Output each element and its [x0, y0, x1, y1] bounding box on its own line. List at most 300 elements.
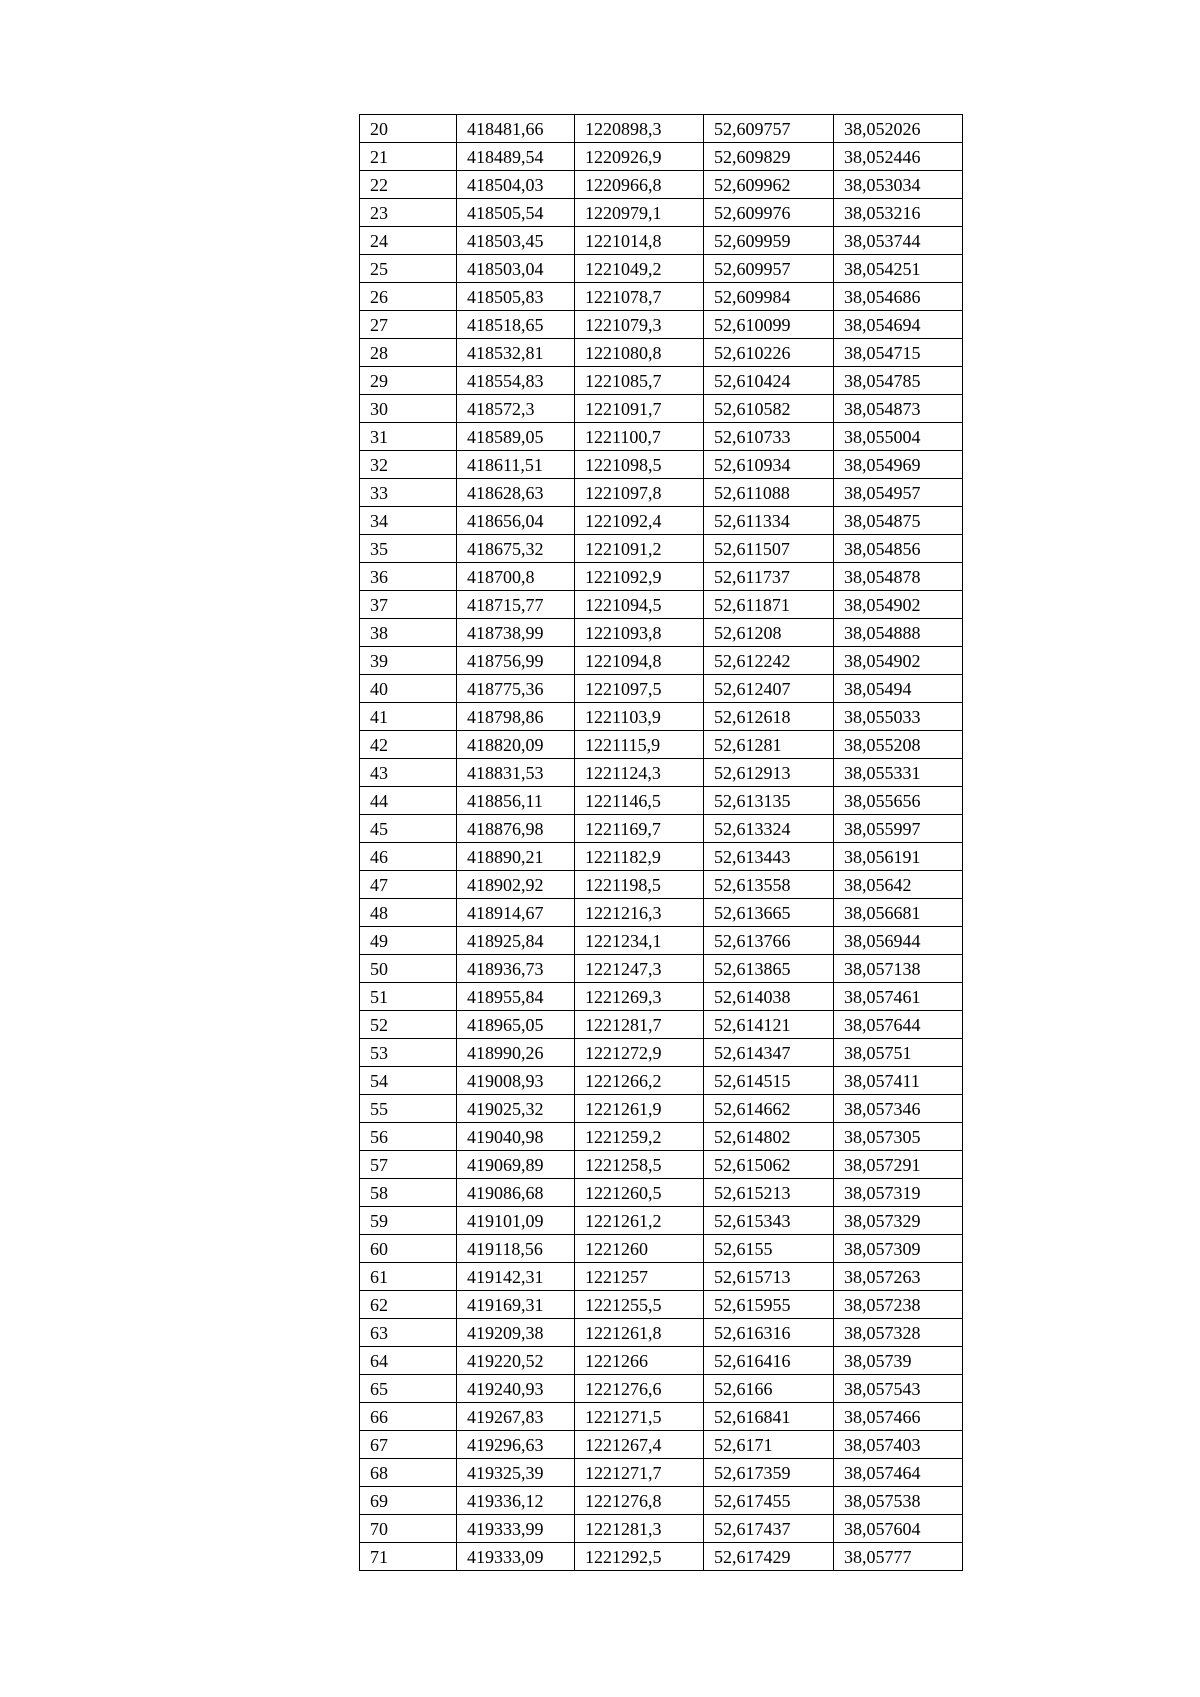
latitude-cell: 52,612242	[704, 647, 834, 675]
coordinates-table-body	[360, 115, 963, 1571]
table-row	[360, 1431, 963, 1459]
x-coordinate-cell: 418656,04	[457, 507, 575, 535]
point-number-cell: 35	[360, 535, 457, 563]
y-coordinate-cell: 1221260	[575, 1235, 704, 1263]
x-coordinate-cell: 418990,26	[457, 1039, 575, 1067]
longitude-cell: 38,054902	[834, 591, 963, 619]
point-number-cell: 64	[360, 1347, 457, 1375]
longitude-cell: 38,054251	[834, 255, 963, 283]
table-row	[360, 1515, 963, 1543]
y-coordinate-cell: 1221276,6	[575, 1375, 704, 1403]
y-coordinate-cell: 1221261,8	[575, 1319, 704, 1347]
x-coordinate-cell: 418798,86	[457, 703, 575, 731]
y-coordinate-cell: 1221091,2	[575, 535, 704, 563]
latitude-cell: 52,611334	[704, 507, 834, 535]
table-row	[360, 1067, 963, 1095]
table-row	[360, 451, 963, 479]
y-coordinate-cell: 1221257	[575, 1263, 704, 1291]
table-row	[360, 143, 963, 171]
longitude-cell: 38,056191	[834, 843, 963, 871]
x-coordinate-cell: 419008,93	[457, 1067, 575, 1095]
table-row	[360, 1319, 963, 1347]
table-row	[360, 955, 963, 983]
longitude-cell: 38,057238	[834, 1291, 963, 1319]
table-row	[360, 227, 963, 255]
y-coordinate-cell: 1221169,7	[575, 815, 704, 843]
latitude-cell: 52,611088	[704, 479, 834, 507]
point-number-cell: 26	[360, 283, 457, 311]
x-coordinate-cell: 418481,66	[457, 115, 575, 143]
longitude-cell: 38,054873	[834, 395, 963, 423]
latitude-cell: 52,609976	[704, 199, 834, 227]
y-coordinate-cell: 1221281,3	[575, 1515, 704, 1543]
longitude-cell: 38,055331	[834, 759, 963, 787]
table-row	[360, 255, 963, 283]
x-coordinate-cell: 418856,11	[457, 787, 575, 815]
latitude-cell: 52,609829	[704, 143, 834, 171]
point-number-cell: 63	[360, 1319, 457, 1347]
table-row	[360, 507, 963, 535]
y-coordinate-cell: 1220898,3	[575, 115, 704, 143]
point-number-cell: 61	[360, 1263, 457, 1291]
table-row	[360, 899, 963, 927]
table-row	[360, 1403, 963, 1431]
latitude-cell: 52,610934	[704, 451, 834, 479]
point-number-cell: 70	[360, 1515, 457, 1543]
latitude-cell: 52,616841	[704, 1403, 834, 1431]
y-coordinate-cell: 1221115,9	[575, 731, 704, 759]
point-number-cell: 27	[360, 311, 457, 339]
x-coordinate-cell: 418738,99	[457, 619, 575, 647]
longitude-cell: 38,055656	[834, 787, 963, 815]
longitude-cell: 38,057466	[834, 1403, 963, 1431]
x-coordinate-cell: 418554,83	[457, 367, 575, 395]
point-number-cell: 69	[360, 1487, 457, 1515]
x-coordinate-cell: 419169,31	[457, 1291, 575, 1319]
point-number-cell: 57	[360, 1151, 457, 1179]
latitude-cell: 52,615213	[704, 1179, 834, 1207]
point-number-cell: 43	[360, 759, 457, 787]
table-row	[360, 1375, 963, 1403]
y-coordinate-cell: 1221259,2	[575, 1123, 704, 1151]
y-coordinate-cell: 1221247,3	[575, 955, 704, 983]
latitude-cell: 52,61208	[704, 619, 834, 647]
x-coordinate-cell: 418831,53	[457, 759, 575, 787]
table-row	[360, 395, 963, 423]
x-coordinate-cell: 419086,68	[457, 1179, 575, 1207]
longitude-cell: 38,057411	[834, 1067, 963, 1095]
latitude-cell: 52,616316	[704, 1319, 834, 1347]
point-number-cell: 47	[360, 871, 457, 899]
table-row	[360, 1011, 963, 1039]
point-number-cell: 55	[360, 1095, 457, 1123]
latitude-cell: 52,613443	[704, 843, 834, 871]
latitude-cell: 52,615343	[704, 1207, 834, 1235]
latitude-cell: 52,611871	[704, 591, 834, 619]
table-row	[360, 535, 963, 563]
point-number-cell: 66	[360, 1403, 457, 1431]
table-row	[360, 283, 963, 311]
latitude-cell: 52,610424	[704, 367, 834, 395]
longitude-cell: 38,057644	[834, 1011, 963, 1039]
x-coordinate-cell: 418936,73	[457, 955, 575, 983]
table-row	[360, 619, 963, 647]
longitude-cell: 38,057329	[834, 1207, 963, 1235]
point-number-cell: 48	[360, 899, 457, 927]
longitude-cell: 38,05642	[834, 871, 963, 899]
point-number-cell: 20	[360, 115, 457, 143]
y-coordinate-cell: 1221182,9	[575, 843, 704, 871]
longitude-cell: 38,055033	[834, 703, 963, 731]
y-coordinate-cell: 1221255,5	[575, 1291, 704, 1319]
longitude-cell: 38,057138	[834, 955, 963, 983]
point-number-cell: 29	[360, 367, 457, 395]
longitude-cell: 38,054878	[834, 563, 963, 591]
point-number-cell: 30	[360, 395, 457, 423]
y-coordinate-cell: 1221281,7	[575, 1011, 704, 1039]
x-coordinate-cell: 419025,32	[457, 1095, 575, 1123]
y-coordinate-cell: 1221091,7	[575, 395, 704, 423]
point-number-cell: 56	[360, 1123, 457, 1151]
latitude-cell: 52,614347	[704, 1039, 834, 1067]
point-number-cell: 51	[360, 983, 457, 1011]
latitude-cell: 52,610733	[704, 423, 834, 451]
table-row	[360, 171, 963, 199]
table-row	[360, 759, 963, 787]
latitude-cell: 52,611737	[704, 563, 834, 591]
point-number-cell: 23	[360, 199, 457, 227]
y-coordinate-cell: 1221097,5	[575, 675, 704, 703]
latitude-cell: 52,6171	[704, 1431, 834, 1459]
table-row	[360, 1207, 963, 1235]
longitude-cell: 38,054785	[834, 367, 963, 395]
point-number-cell: 68	[360, 1459, 457, 1487]
latitude-cell: 52,613665	[704, 899, 834, 927]
longitude-cell: 38,054715	[834, 339, 963, 367]
table-row	[360, 1487, 963, 1515]
longitude-cell: 38,056944	[834, 927, 963, 955]
point-number-cell: 33	[360, 479, 457, 507]
point-number-cell: 22	[360, 171, 457, 199]
point-number-cell: 53	[360, 1039, 457, 1067]
point-number-cell: 71	[360, 1543, 457, 1571]
longitude-cell: 38,057403	[834, 1431, 963, 1459]
point-number-cell: 34	[360, 507, 457, 535]
x-coordinate-cell: 418503,45	[457, 227, 575, 255]
table-row	[360, 1039, 963, 1067]
table-row	[360, 591, 963, 619]
longitude-cell: 38,054957	[834, 479, 963, 507]
y-coordinate-cell: 1221093,8	[575, 619, 704, 647]
longitude-cell: 38,054856	[834, 535, 963, 563]
latitude-cell: 52,609984	[704, 283, 834, 311]
y-coordinate-cell: 1221103,9	[575, 703, 704, 731]
point-number-cell: 50	[360, 955, 457, 983]
table-row	[360, 843, 963, 871]
longitude-cell: 38,057461	[834, 983, 963, 1011]
longitude-cell: 38,053034	[834, 171, 963, 199]
table-row	[360, 311, 963, 339]
x-coordinate-cell: 419118,56	[457, 1235, 575, 1263]
latitude-cell: 52,613324	[704, 815, 834, 843]
point-number-cell: 41	[360, 703, 457, 731]
latitude-cell: 52,614121	[704, 1011, 834, 1039]
longitude-cell: 38,05739	[834, 1347, 963, 1375]
table-row	[360, 703, 963, 731]
point-number-cell: 58	[360, 1179, 457, 1207]
latitude-cell: 52,61281	[704, 731, 834, 759]
point-number-cell: 37	[360, 591, 457, 619]
x-coordinate-cell: 419040,98	[457, 1123, 575, 1151]
y-coordinate-cell: 1221216,3	[575, 899, 704, 927]
x-coordinate-cell: 418876,98	[457, 815, 575, 843]
coordinates-table	[359, 114, 963, 1571]
latitude-cell: 52,609962	[704, 171, 834, 199]
latitude-cell: 52,615955	[704, 1291, 834, 1319]
table-row	[360, 423, 963, 451]
point-number-cell: 42	[360, 731, 457, 759]
y-coordinate-cell: 1221267,4	[575, 1431, 704, 1459]
point-number-cell: 67	[360, 1431, 457, 1459]
x-coordinate-cell: 419240,93	[457, 1375, 575, 1403]
latitude-cell: 52,614515	[704, 1067, 834, 1095]
table-row	[360, 787, 963, 815]
table-row	[360, 1347, 963, 1375]
longitude-cell: 38,057309	[834, 1235, 963, 1263]
y-coordinate-cell: 1220926,9	[575, 143, 704, 171]
y-coordinate-cell: 1221269,3	[575, 983, 704, 1011]
latitude-cell: 52,617359	[704, 1459, 834, 1487]
latitude-cell: 52,612618	[704, 703, 834, 731]
x-coordinate-cell: 418611,51	[457, 451, 575, 479]
point-number-cell: 28	[360, 339, 457, 367]
y-coordinate-cell: 1221234,1	[575, 927, 704, 955]
x-coordinate-cell: 418756,99	[457, 647, 575, 675]
longitude-cell: 38,05751	[834, 1039, 963, 1067]
table-row	[360, 1151, 963, 1179]
longitude-cell: 38,057543	[834, 1375, 963, 1403]
y-coordinate-cell: 1221266	[575, 1347, 704, 1375]
y-coordinate-cell: 1221085,7	[575, 367, 704, 395]
latitude-cell: 52,614802	[704, 1123, 834, 1151]
x-coordinate-cell: 419142,31	[457, 1263, 575, 1291]
longitude-cell: 38,057319	[834, 1179, 963, 1207]
longitude-cell: 38,057464	[834, 1459, 963, 1487]
x-coordinate-cell: 419333,99	[457, 1515, 575, 1543]
x-coordinate-cell: 418890,21	[457, 843, 575, 871]
point-number-cell: 52	[360, 1011, 457, 1039]
table-row	[360, 815, 963, 843]
table-row	[360, 367, 963, 395]
latitude-cell: 52,617429	[704, 1543, 834, 1571]
y-coordinate-cell: 1221078,7	[575, 283, 704, 311]
latitude-cell: 52,615062	[704, 1151, 834, 1179]
point-number-cell: 49	[360, 927, 457, 955]
point-number-cell: 60	[360, 1235, 457, 1263]
point-number-cell: 25	[360, 255, 457, 283]
x-coordinate-cell: 419220,52	[457, 1347, 575, 1375]
longitude-cell: 38,05494	[834, 675, 963, 703]
table-row	[360, 1179, 963, 1207]
table-row	[360, 115, 963, 143]
x-coordinate-cell: 418902,92	[457, 871, 575, 899]
table-row	[360, 983, 963, 1011]
x-coordinate-cell: 419325,39	[457, 1459, 575, 1487]
point-number-cell: 32	[360, 451, 457, 479]
y-coordinate-cell: 1221014,8	[575, 227, 704, 255]
x-coordinate-cell: 419296,63	[457, 1431, 575, 1459]
latitude-cell: 52,613865	[704, 955, 834, 983]
table-row	[360, 1291, 963, 1319]
latitude-cell: 52,614038	[704, 983, 834, 1011]
table-row	[360, 339, 963, 367]
x-coordinate-cell: 418965,05	[457, 1011, 575, 1039]
latitude-cell: 52,609757	[704, 115, 834, 143]
x-coordinate-cell: 418589,05	[457, 423, 575, 451]
latitude-cell: 52,610099	[704, 311, 834, 339]
latitude-cell: 52,617437	[704, 1515, 834, 1543]
x-coordinate-cell: 419101,09	[457, 1207, 575, 1235]
latitude-cell: 52,614662	[704, 1095, 834, 1123]
longitude-cell: 38,054875	[834, 507, 963, 535]
x-coordinate-cell: 418955,84	[457, 983, 575, 1011]
latitude-cell: 52,613766	[704, 927, 834, 955]
table-row	[360, 1235, 963, 1263]
y-coordinate-cell: 1221260,5	[575, 1179, 704, 1207]
longitude-cell: 38,052026	[834, 115, 963, 143]
y-coordinate-cell: 1221146,5	[575, 787, 704, 815]
latitude-cell: 52,610226	[704, 339, 834, 367]
point-number-cell: 31	[360, 423, 457, 451]
x-coordinate-cell: 418532,81	[457, 339, 575, 367]
latitude-cell: 52,615713	[704, 1263, 834, 1291]
point-number-cell: 45	[360, 815, 457, 843]
y-coordinate-cell: 1221271,7	[575, 1459, 704, 1487]
x-coordinate-cell: 418925,84	[457, 927, 575, 955]
x-coordinate-cell: 419267,83	[457, 1403, 575, 1431]
latitude-cell: 52,613135	[704, 787, 834, 815]
y-coordinate-cell: 1221198,5	[575, 871, 704, 899]
table-row	[360, 199, 963, 227]
y-coordinate-cell: 1221049,2	[575, 255, 704, 283]
y-coordinate-cell: 1221092,4	[575, 507, 704, 535]
point-number-cell: 21	[360, 143, 457, 171]
y-coordinate-cell: 1221292,5	[575, 1543, 704, 1571]
x-coordinate-cell: 418505,83	[457, 283, 575, 311]
y-coordinate-cell: 1220979,1	[575, 199, 704, 227]
y-coordinate-cell: 1221276,8	[575, 1487, 704, 1515]
point-number-cell: 40	[360, 675, 457, 703]
longitude-cell: 38,054888	[834, 619, 963, 647]
x-coordinate-cell: 418518,65	[457, 311, 575, 339]
latitude-cell: 52,609957	[704, 255, 834, 283]
x-coordinate-cell: 419333,09	[457, 1543, 575, 1571]
x-coordinate-cell: 418820,09	[457, 731, 575, 759]
x-coordinate-cell: 418503,04	[457, 255, 575, 283]
point-number-cell: 59	[360, 1207, 457, 1235]
y-coordinate-cell: 1221261,9	[575, 1095, 704, 1123]
longitude-cell: 38,055997	[834, 815, 963, 843]
latitude-cell: 52,612407	[704, 675, 834, 703]
y-coordinate-cell: 1221271,5	[575, 1403, 704, 1431]
latitude-cell: 52,6155	[704, 1235, 834, 1263]
longitude-cell: 38,052446	[834, 143, 963, 171]
point-number-cell: 46	[360, 843, 457, 871]
longitude-cell: 38,054694	[834, 311, 963, 339]
latitude-cell: 52,6166	[704, 1375, 834, 1403]
x-coordinate-cell: 418914,67	[457, 899, 575, 927]
table-row	[360, 647, 963, 675]
y-coordinate-cell: 1221272,9	[575, 1039, 704, 1067]
longitude-cell: 38,057346	[834, 1095, 963, 1123]
latitude-cell: 52,612913	[704, 759, 834, 787]
point-number-cell: 38	[360, 619, 457, 647]
longitude-cell: 38,057538	[834, 1487, 963, 1515]
x-coordinate-cell: 418572,3	[457, 395, 575, 423]
y-coordinate-cell: 1221097,8	[575, 479, 704, 507]
longitude-cell: 38,056681	[834, 899, 963, 927]
x-coordinate-cell: 418715,77	[457, 591, 575, 619]
longitude-cell: 38,054969	[834, 451, 963, 479]
x-coordinate-cell: 419069,89	[457, 1151, 575, 1179]
y-coordinate-cell: 1221079,3	[575, 311, 704, 339]
table-row	[360, 1263, 963, 1291]
longitude-cell: 38,057263	[834, 1263, 963, 1291]
point-number-cell: 62	[360, 1291, 457, 1319]
x-coordinate-cell: 418505,54	[457, 199, 575, 227]
y-coordinate-cell: 1221258,5	[575, 1151, 704, 1179]
longitude-cell: 38,057305	[834, 1123, 963, 1151]
point-number-cell: 65	[360, 1375, 457, 1403]
latitude-cell: 52,616416	[704, 1347, 834, 1375]
longitude-cell: 38,053744	[834, 227, 963, 255]
y-coordinate-cell: 1220966,8	[575, 171, 704, 199]
longitude-cell: 38,05777	[834, 1543, 963, 1571]
table-row	[360, 871, 963, 899]
y-coordinate-cell: 1221100,7	[575, 423, 704, 451]
y-coordinate-cell: 1221266,2	[575, 1067, 704, 1095]
longitude-cell: 38,055004	[834, 423, 963, 451]
x-coordinate-cell: 419209,38	[457, 1319, 575, 1347]
point-number-cell: 39	[360, 647, 457, 675]
x-coordinate-cell: 419336,12	[457, 1487, 575, 1515]
x-coordinate-cell: 418775,36	[457, 675, 575, 703]
table-row	[360, 1459, 963, 1487]
x-coordinate-cell: 418504,03	[457, 171, 575, 199]
longitude-cell: 38,057291	[834, 1151, 963, 1179]
longitude-cell: 38,055208	[834, 731, 963, 759]
x-coordinate-cell: 418489,54	[457, 143, 575, 171]
table-row	[360, 1123, 963, 1151]
table-row	[360, 927, 963, 955]
x-coordinate-cell: 418700,8	[457, 563, 575, 591]
latitude-cell: 52,610582	[704, 395, 834, 423]
longitude-cell: 38,057604	[834, 1515, 963, 1543]
latitude-cell: 52,609959	[704, 227, 834, 255]
y-coordinate-cell: 1221080,8	[575, 339, 704, 367]
table-row	[360, 1095, 963, 1123]
y-coordinate-cell: 1221094,8	[575, 647, 704, 675]
point-number-cell: 36	[360, 563, 457, 591]
y-coordinate-cell: 1221124,3	[575, 759, 704, 787]
y-coordinate-cell: 1221092,9	[575, 563, 704, 591]
table-row	[360, 1543, 963, 1571]
table-row	[360, 479, 963, 507]
x-coordinate-cell: 418675,32	[457, 535, 575, 563]
latitude-cell: 52,611507	[704, 535, 834, 563]
longitude-cell: 38,057328	[834, 1319, 963, 1347]
table-row	[360, 731, 963, 759]
